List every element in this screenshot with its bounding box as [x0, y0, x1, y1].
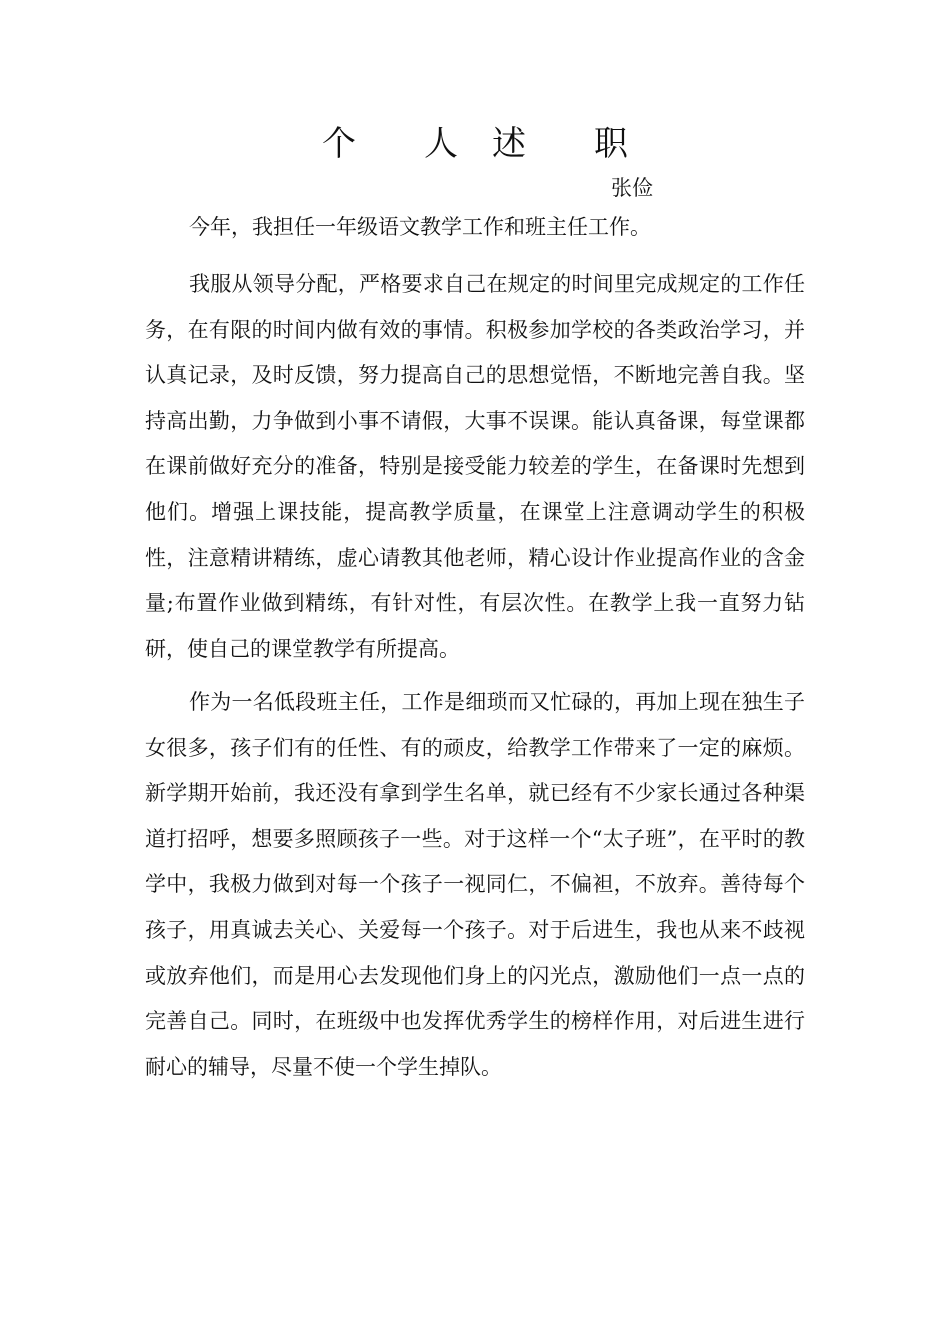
paragraph-teaching: 我服从领导分配，严格要求自己在规定的时间里完成规定的工作任务，在有限的时间内做有效的事情。积极参加学校的各类政治学习，并认真记录，及时反馈，努力提高自己的思想觉悟，不断地完善自我。坚持高出勤，力争做到小事不请假，大事不误课。能认真备课，每堂课都在课前做好充分的准备，特别是接受能力较差的学生，在备课时先想到他们。增强上课技能，提高教学质量，在课堂上注意调动学生的积极性，注意精讲精练，虚心请教其他老师，精心设计作业提高作业的含金量;布置作业做到精练，有针对性，有层次性。在教学上我一直努力钻研，使自己的课堂教学有所提高。	[145, 272, 805, 661]
paragraph-class-teacher: 作为一名低段班主任，工作是细琐而又忙碌的，再加上现在独生子女很多，孩子们有的任性、有的顽皮，给教学工作带来了一定的麻烦。新学期开始前，我还没有拿到学生名单，就已经有不少家长通过各种渠道打招呼，想要多照顾孩子一些。对于这样一个“太子班”，在平时的教学中，我极力做到对每一个孩子一视同仁，不偏袒，不放弃。善待每个孩子，用真诚去关心、关爱每一个孩子。对于后进生，我也从来不歧视或放弃他们，而是用心去发现他们身上的闪光点，激励他们一点一点的完善自己。同时，在班级中也发挥优秀学生的榜样作用，对后进生进行耐心的辅导，尽量不使一个学生掉队。	[145, 690, 805, 1079]
paragraph-intro: 今年，我担任一年级语文教学工作和班主任工作。	[189, 215, 651, 239]
author-name: 张俭	[611, 176, 653, 200]
document-title: 个 人 述 职	[322, 124, 628, 164]
